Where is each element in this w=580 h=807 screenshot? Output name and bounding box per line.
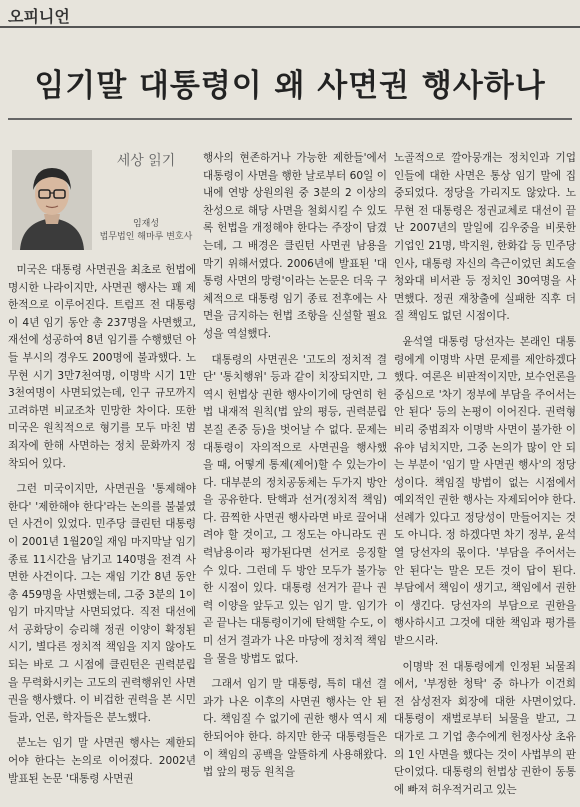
paragraph: 분노는 임기 말 사면권 행사는 제한되어야 한다는 논의로 이어졌다. 2002년 발표된 논문 '대통령 사면권 [8, 737, 196, 785]
paragraph: 대통령의 사면권은 '고도의 정치적 결단' '통치행위' 등과 같이 치장되지만, 그 역시 헌법상 권한 행사이기에 당연히 헌법 내재적 원칙(법 앞의 평등, 권력분립 본질 존중 등)을 벗어날 수 없다. 문제는 대통령이 자의적으로 사면권을 행사했을 때, 어떻게 통제(제어)할 수 있는가이다. 대부분의 정치공동체는 두가지 방안을 공유한다. 탄핵과 선거(정치적 책임)다. 끔찍한 사면권 행사라면 바로 끌어내려야 할 것이고, 그 정도는 아니라도 권력남용이라 평가된다면 선거로 응징할 수 있다. 그런데 두 방안 모두가 불가능한 시점이 있다. 대통령 선거가 끝나 권력 이양을 앞두고 있는 임기 말. 임기가 곧 끝나는 대통령이기에 탄핵할 수도, 이미 선거 결과가 나온 마당에 정치적 책임을 물을 방법도 없다. [203, 353, 387, 665]
author-photo [12, 150, 92, 250]
article-column-2 [203, 150, 387, 790]
paragraph: 그래서 임기 말 대통령, 특히 대선 결과가 나온 이후의 사면권 행사는 안 된다. 책임질 수 없기에 권한 행사 역시 제한되어야 한다. 하지만 한국 대통령들은 이 책임의 공백을 알뜰하게 사용해왔다. 법 앞의 평등 원칙을 [203, 678, 387, 779]
paragraph: 그런 미국이지만, 사면권을 '통제해야 한다' '제한해야 한다'라는 논의를 불붙였던 사건이 있었다. 민주당 클린턴 대통령이 2001년 1월20일 재임 마지막날 임기 종료 11시간을 남기고 140명을 전격 사면한 사건이다. 그는 재임 기간 8년 동안 총 459명을 사면했는데, 그중 3분의 1이 임기 마지막날 사면되었다. 직전 대선에서 공화당이 승리해 정권 이양이 확정된 시기, 별다른 정치적 책임을 지지 않아도 되는 바로 그 시점에 클린턴은 권력분립을 무력화시키는 고도의 권력행위인 사면권을 행사했다. 이 비겁한 권력을 본 시민들과, 언론, 학자들은 분노했다. [8, 483, 196, 724]
author-name: 임재성 [132, 219, 160, 229]
paragraph: 윤석열 대통령 당선자는 본래인 대통령에게 이명박 사면 문제를 제안하겠다 했다. 여론은 비판적이지만, 보수언론을 중심으로 '차기 정부에 부담을 주어서는 안 된다' 등의 논평이 이어진다. 권력형 비리 중범죄자 이명박 사면이 불가한 이유야 넘치지만, 그중 논의가 많이 안 되는 부분이 '임기 말 사면권 행사'의 정당성이다. 책임질 방법이 없는 시점에서 예외적인 권한 행사는 자제되어야 한다. 선례가 있다고 정당성이 만들어지는 것도 아니다. 정 하겠다면 차기 정부, 윤석열 당선자의 몫이다. '부담을 주어서는 안 된다'는 말은 모든 것이 답이 된다. 부담에서 책임이 생기고, 책임에서 권한이 생긴다. 당선자의 부담으로 권한을 행사하시고 그것에 대한 책임과 평가를 받으시라. [394, 335, 576, 648]
paragraph: 노골적으로 깔아뭉개는 정치인과 기업인들에 대한 사면은 통상 임기 말에 집중되었다. 정당을 가리지도 않았다. 노무현 전 대통령은 정권교체로 대선이 끝난 2007년의 말일에 김우중을 비롯한 기업인 21명, 박지원, 한화갑 등 민주당 인사, 대통령 자신의 측근이었던 최도술 청와대 비서관 등 정치인 30여명을 사면했다. 정권 재창출에 실패한 직후 더 질 책임도 없던 시점이다. [394, 152, 576, 323]
paragraph: 행사의 현존하거나 가능한 제한들'에서 대통령이 사면을 행한 날로부터 60일 이내에 연방 상원의원 중 3분의 2 이상의 찬성으로 해당 사면을 철회시킬 수 있도록 헌법을 개정해야 한다는 주장이 담겼는데, 그 배경은 클린턴 사면권 남용을 막기 위해서였다. 2006년에 발표된 '대통령 사면의 망령'이라는 논문은 더욱 구체적으로 대통령 임기 종료 전후에는 사면을 금지하는 헌법 조항을 신설할 필요성을 역설했다. [203, 152, 387, 340]
column-title: 세상 읽기 [116, 153, 176, 169]
headline: 임기말 대통령이 왜 사면권 행사하나 [34, 68, 546, 104]
top-rule [0, 26, 580, 28]
author-affiliation: 법무법인 해마루 변호사 [99, 232, 193, 242]
headline-rule [8, 118, 572, 120]
paragraph: 미국은 대통령 사면권을 최초로 헌법에 명시한 나라이지만, 사면권 행사는 꽤 제한적으로 이루어진다. 트럼프 전 대통령이 4년 임기 동안 총 237명을 사면했고, 재선에 성공하여 8년 임기를 수행했던 아들 부시의 경우도 200명에 불과했다. 노무현 시기 3만7천여명, 이명박 시기 1만3천여명이 사면되었는데, 인구 규모까지 고려하면 비교조차 민망한 차이다. 또한 미국은 원칙적으로 형기를 모두 마친 범죄자에 한해 사면하는 정치 문화까지 정착되어 있다. [8, 264, 196, 470]
paragraph: 이명박 전 대통령에게 인정된 뇌물죄에서, '부정한 청탁' 중 하나가 이건희 전 삼성전자 회장에 대한 사면이었다. 대통령이 재벌로부터 뇌물을 받고, 그 대가로 그 기업 총수에게 헌정사상 초유의 1인 사면을 했다는 것이 사법부의 판단이었다. 대통령의 헌법상 권한이 동통에 빠져 허우적거리고 있는 [394, 660, 576, 796]
article-column-3 [394, 150, 576, 807]
article-column-1 [8, 262, 196, 796]
section-label: 오피니언 [8, 7, 70, 26]
